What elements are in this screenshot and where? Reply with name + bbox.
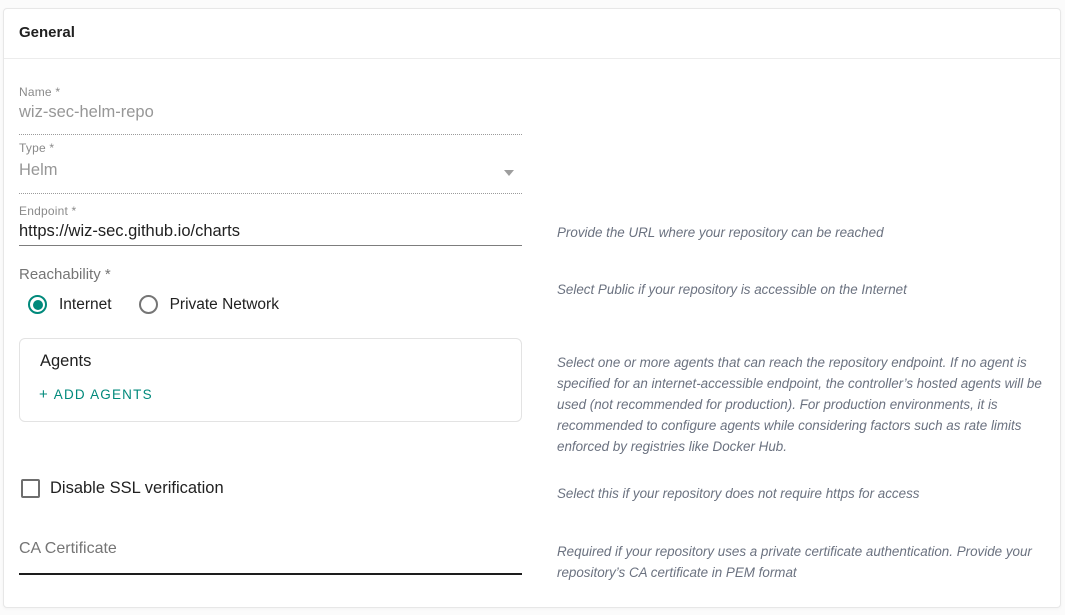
type-select: Helm [19,161,58,179]
radio-button-icon[interactable] [139,295,158,314]
agents-panel-title: Agents [40,352,92,370]
type-field-label: Type * [19,141,55,155]
disable-ssl-checkbox[interactable] [21,479,40,498]
reachability-label: Reachability * [19,266,111,283]
endpoint-help-text: Provide the URL where your repository can be reached [557,225,884,240]
ca-certificate-label: CA Certificate [19,540,117,557]
disable-ssl-label: Disable SSL verification [50,479,224,497]
ca-certificate-input[interactable] [19,573,522,575]
agents-help-text: Select one or more agents that can reach the repository endpoint. If no agent is specified for an internet-accessible endpoint, the controller’s hosted agents will be used (not recommended for production). For production environments, it is recommended to configure agents while considering factors such as rate limits enforced by registries like Docker Hub. [557,355,1042,454]
add-agents-button[interactable] [39,386,153,403]
disable-ssl-help-text: Select this if your repository does not require https for access [557,486,920,501]
general-settings-card [3,8,1061,608]
endpoint-field-label: Endpoint * [19,204,77,218]
ca-certificate-help-text: Required if your repository uses a private certificate authentication. Provide your repository’s CA certificate in PEM format [557,544,1032,580]
endpoint-input-underline [19,245,522,246]
name-input-underline [19,134,522,135]
name-field-label: Name * [19,85,61,99]
type-select-underline [19,193,522,194]
header-divider [4,58,1060,59]
radio-option-label: Internet [59,295,112,313]
radio-button-icon[interactable] [28,295,47,314]
reachability-radio-group [28,295,306,314]
add-agents-button-label: ADD AGENTS [53,387,153,402]
section-title: General [19,24,75,41]
endpoint-input[interactable]: https://wiz-sec.github.io/charts [19,222,241,240]
chevron-down-icon [504,170,514,176]
radio-option-label: Private Network [169,295,279,313]
reachability-help-text: Select Public if your repository is accessible on the Internet [557,282,907,297]
plus-icon: + [39,386,48,403]
agents-panel [19,338,522,422]
radio-option-internet[interactable] [28,295,112,314]
radio-option-private-network[interactable] [139,295,279,314]
name-input: wiz-sec-helm-repo [19,103,154,121]
